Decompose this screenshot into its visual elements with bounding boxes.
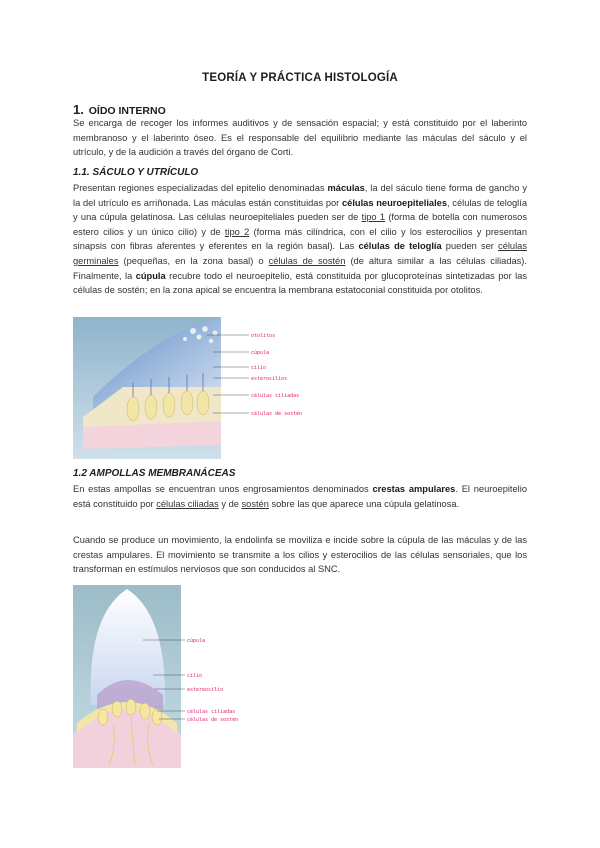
label-cupula: cúpula: [251, 350, 270, 356]
final-paragraph: Cuando se produce un movimiento, la endolinfa se moviliza e incide sobre la cúpula de las máculas y de las crestas ampulares. El movimiento se transmite a los cilios y esterocilios de las células sensoriales, que los transforman en estímulos nerviosos que son conducidos al SNC.: [73, 535, 527, 575]
section-1-2-heading: 1.2 AMPOLLAS MEMBRANÁCEAS: [73, 468, 236, 479]
page-title: TEORÍA Y PRÁCTICA HISTOLOGÍA: [202, 72, 398, 84]
label-estereocilio: estereocilio: [187, 687, 224, 693]
label-cupula: cúpula: [187, 638, 206, 644]
label-celulas-ciliadas: células ciliadas: [251, 393, 300, 399]
section-1-heading: [73, 102, 166, 117]
section-1-1-heading: 1.1. SÁCULO Y UTRÍCULO: [73, 167, 199, 178]
label-esterocilios: esterocilios: [251, 376, 288, 382]
label-cilio: cilio: [251, 365, 267, 371]
section-1-1-paragraph: Presentan regiones especializadas del epitelio denominadas máculas, la del sáculo tiene forma de gancho y la del utrículo es arriñonada. Las máculas están constituidas por células neuroepiteliales, células de teloglía y una cúpula gelatinosa. Las células neuroepiteliales pueden ser de tipo 1 (forma de botella con numerosos estero cilios y un único cilio) y de tipo 2 (forma más cilíndrica, con el cilio y los esterocilios y presentan sinapsis con fibras aferentes y eferentes en la región basal). Las células de teloglía pueden ser células germinales (pequeñas, en la zona basal) o células de sostén (de altura similar a las células ciliadas). Finalmente, la cúpula recubre todo el neuroepitelio, está constituida por glucoproteínas sintetizadas por las células de sostén; en la zona apical se encuentra la membrana estatoconial constituida por otolitos.: [73, 183, 527, 296]
section-1-2-paragraph: En estas ampollas se encuentran unos engrosamientos denominados crestas ampulares. El neuroepitelio está constituido por células ciliadas y de sostén sobre las que aparece una cúpula gelatinosa.: [73, 484, 527, 509]
label-celulas-ciliadas: células ciliadas: [187, 709, 236, 715]
label-celulas-sosten: células de sostén: [187, 717, 239, 723]
crista-figure: [73, 585, 263, 768]
section-title: OÍDO INTERNO: [88, 105, 166, 117]
section-1-paragraph: Se encarga de recoger los informes auditivos y de sensación espacial; y está constituido por el laberinto membranoso y el laberinto óseo. Es el responsable del equilibrio mediante las máculas del sáculo y el utrículo, y de la audición a través del órgano de Corti.: [73, 118, 527, 158]
label-celulas-sosten: células de sostén: [251, 411, 303, 417]
macula-figure: [73, 317, 313, 459]
label-cilio: cilio: [187, 673, 203, 679]
label-otolitos: otolitos: [251, 333, 276, 339]
section-number: 1.: [73, 102, 84, 117]
